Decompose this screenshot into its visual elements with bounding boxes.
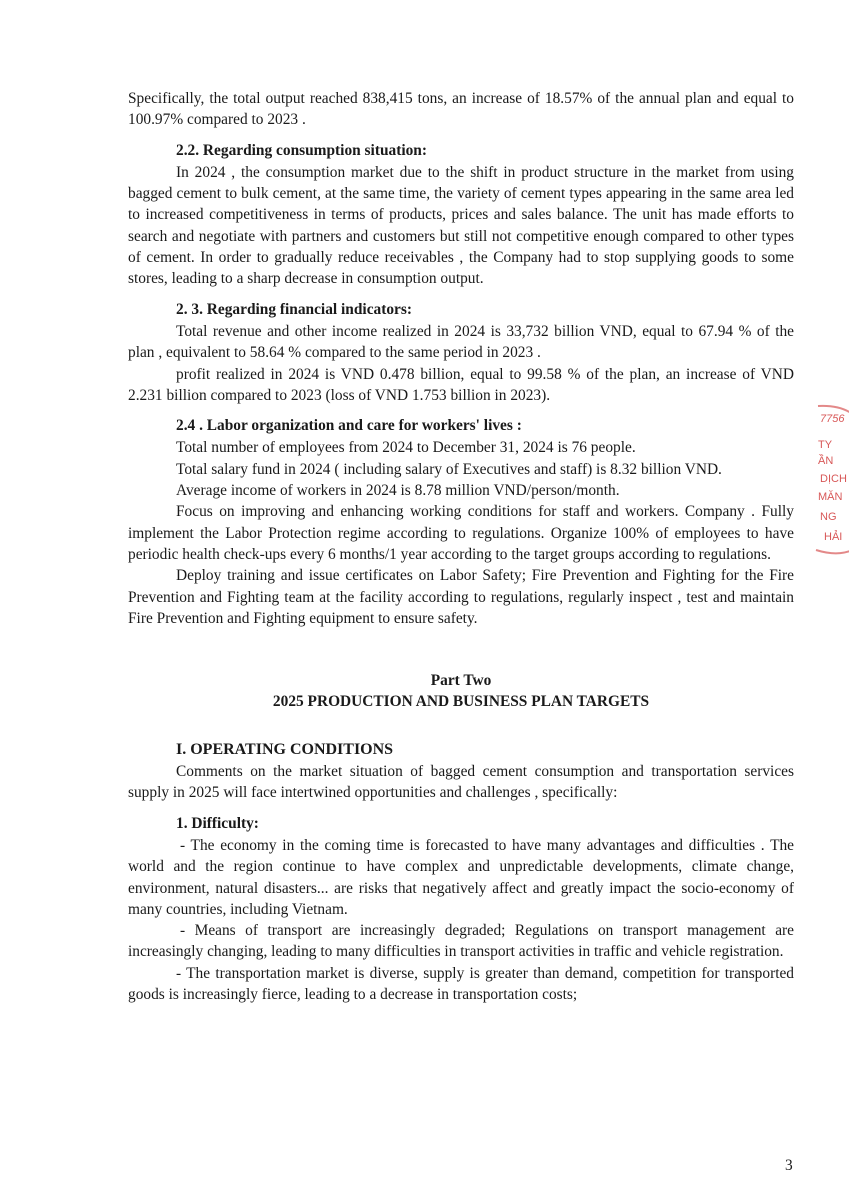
document-page <box>128 88 794 1005</box>
page-number: 3 <box>785 1157 793 1174</box>
paragraph-employees: Total number of employees from 2024 to December 31, 2024 is 76 people. <box>176 439 636 457</box>
seal-line-7: HẢI <box>824 531 843 543</box>
part-subtitle: 2025 PRODUCTION AND BUSINESS PLAN TARGETS <box>272 693 650 711</box>
paragraph-salary: Total salary fund in 2024 ( including salary of Executives and staff) is 8.32 billion VND. <box>176 460 722 478</box>
paragraph-conditions: Focus on improving and enhancing working conditions for staff and workers. Company . Fully implement the Labor Protection regime according to regulations. Organize 100% of employees to have periodic health check-ups every 6 months/1 year according to the target groups according to regulations. <box>128 503 794 563</box>
seal-line-6: NG <box>820 511 837 523</box>
paragraph-training: Deploy training and issue certificates on Labor Safety; Fire Prevention and Fighting for the Fire Prevention and Fighting team at the facility according to regulations, regularly inspect , test and maintain Fire Prevention and Fighting equipment to ensure safety. <box>128 567 794 627</box>
heading-difficulty: 1. Difficulty: <box>176 814 259 832</box>
paragraph-transport-market: - The transportation market is diverse, supply is greater than demand, competition for transported goods is increasingly fierce, leading to a decrease in transportation costs; <box>128 964 794 1003</box>
seal-line-5: MĂN <box>818 491 843 503</box>
paragraph-market-comments: Comments on the market situation of bagged cement consumption and transportation services supply in 2025 will face intertwined opportunities and challenges , specifically: <box>128 763 794 802</box>
paragraph-economy: - The economy in the coming time is forecasted to have many advantages and difficulties . The world and the region continue to have complex and unpredictable developments, climate change, environment, natural disasters... are risks that negatively affect and greatly impact the socio-economy of many countries, including Vietnam. <box>128 836 794 918</box>
paragraph-income: Average income of workers in 2024 is 8.78 million VND/person/month. <box>176 482 620 500</box>
seal-line-1: 7756 <box>820 413 845 425</box>
part-title: Part Two <box>430 672 492 690</box>
heading-labor: 2.4 . Labor organization and care for workers' lives : <box>176 417 522 435</box>
seal-line-2: TY <box>818 439 833 451</box>
paragraph-output: Specifically, the total output reached 838,415 tons, an increase of 18.57% of the annual plan and equal to 100.97% compared to 2023 . <box>128 90 794 129</box>
heading-financial: 2. 3. Regarding financial indicators: <box>176 300 412 318</box>
paragraph-profit: profit realized in 2024 is VND 0.478 billion, equal to 99.58 % of the plan, an increase of VND 2.231 billion compared to 2023 (loss of VND 1.753 billion in 2023). <box>128 365 794 404</box>
seal-line-4: DỊCH <box>820 473 847 485</box>
seal-line-3: ẦN <box>818 455 834 467</box>
paragraph-revenue: Total revenue and other income realized in 2024 is 33,732 billion VND, equal to 67.94 % of the plan , equivalent to 58.64 % compared to the same period in 2023 . <box>128 322 794 362</box>
heading-consumption: 2.2. Regarding consumption situation: <box>176 141 427 159</box>
company-seal <box>808 400 849 570</box>
section-operating-conditions: I. OPERATING CONDITIONS <box>176 740 394 758</box>
paragraph-consumption: In 2024 , the consumption market due to the shift in product structure in the market from using bagged cement to bulk cement, at the same time, the variety of cement types appearing in the same area led to increased competitiveness in terms of products, prices and sales balance. The unit has made efforts to search and negotiate with partners and customers but still not competitive enough compared to other types of cement. In order to gradually reduce receivables , the Company had to stop supplying goods to some stores, leading to a sharp decrease in consumption output. <box>128 163 794 288</box>
paragraph-transport-means: - Means of transport are increasingly degraded; Regulations on transport management are increasingly changing, leading to many difficulties in transport activities in traffic and vehicle registration. <box>128 922 794 961</box>
